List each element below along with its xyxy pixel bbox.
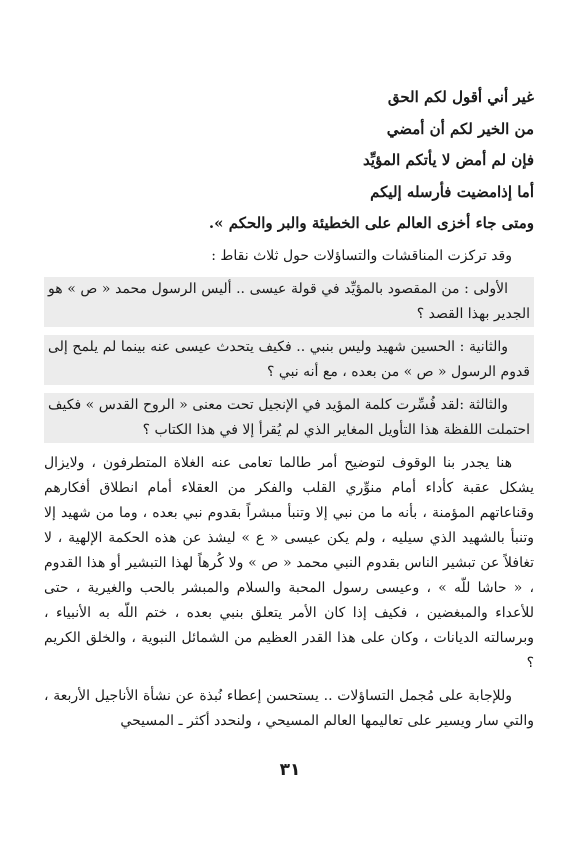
verse-line: غير أني أقول لكم الحق — [387, 88, 534, 106]
body-paragraph: هنا يجدر بنا الوقوف لتوضيح أمر طالما تعامى عنه الغلاة المتطرفون ، ولايزال يشكل عقبة كأداء أمام منوِّري القلب والفكر من العقلاء أمام انطلاق أفكارهم وقناعاتهم المؤمنة ، بأنه ما من نبي إلا وتنبأ مبشراً بقدوم نبي بعده ، وما من شهيد إلا وتنبأ بالشهيد الذي سيليه ، ولم يكن عيسى « ع » ليشذ عن هذه الحكمة الإلهية ، لا تغافلاً عن تبشير الناس بقدوم النبي محمد « ص » ولا كُرهاً لهذا التبشير أو هذا القدوم ، « حاشا للّه » ، وعيسى رسول المحبة والسلام والمبشر بالحب والغيرية ، حتى للأعداء والمبغضين ، فكيف إذا كان الأمر يتعلق بنبي بعده ، ختم اللّه به الأنبياء ، وبرسالته الديانات ، وكان على هذا القدر العظيم من الشمائل النبوية ، والخلق الكريم ؟ — [44, 454, 535, 671]
verse-line: من الخير لكم أن أمضي — [386, 119, 534, 138]
point-second: والثانية : الحسين شهيد وليس بنبي .. فكيف يتحدث عيسى عنه بينما لم يلمح إلى قدوم الرسول « ص » من بعده ، مع أنه نبي ؟ — [44, 335, 534, 385]
point-third: والثالثة :لقد فُسِّرت كلمة المؤيد في الإنجيل تحت معنى « الروح القدس » فكيف احتملت اللفظة هذا التأويل المغاير الذي لم يُقرأ إلا في هذا الكتاب ؟ — [44, 393, 534, 443]
intro-paragraph: وقد تركزت المناقشات والتساؤلات حول ثلاث نقاط : — [211, 247, 512, 264]
page-number: ٣١ — [279, 760, 301, 780]
verse-line: ومتى جاء أخزى العالم على الخطيئة والبر والحكم ». — [208, 214, 534, 232]
verse-line: فإن لم أمض لا يأتكم المؤيِّد — [363, 151, 534, 169]
point-first: الأولى : من المقصود بالمؤيِّد في قولة عيسى .. أليس الرسول محمد « ص » هو الجدير بهذا القصد ؟ — [44, 277, 534, 327]
page-content — [44, 70, 534, 734]
body-paragraph: وللإجابة على مُجمل التساؤلات .. يستحسن إعطاء نُبذة عن نشأة الأناجيل الأربعة ، والتي سار ويسير على تعاليمها العالم المسيحي ، ولنحدد أكثر ـ المسيحي — [44, 687, 534, 729]
verse-line: أما إذامضيت فأرسله إليكم — [370, 182, 534, 201]
quoted-verse — [44, 82, 534, 240]
